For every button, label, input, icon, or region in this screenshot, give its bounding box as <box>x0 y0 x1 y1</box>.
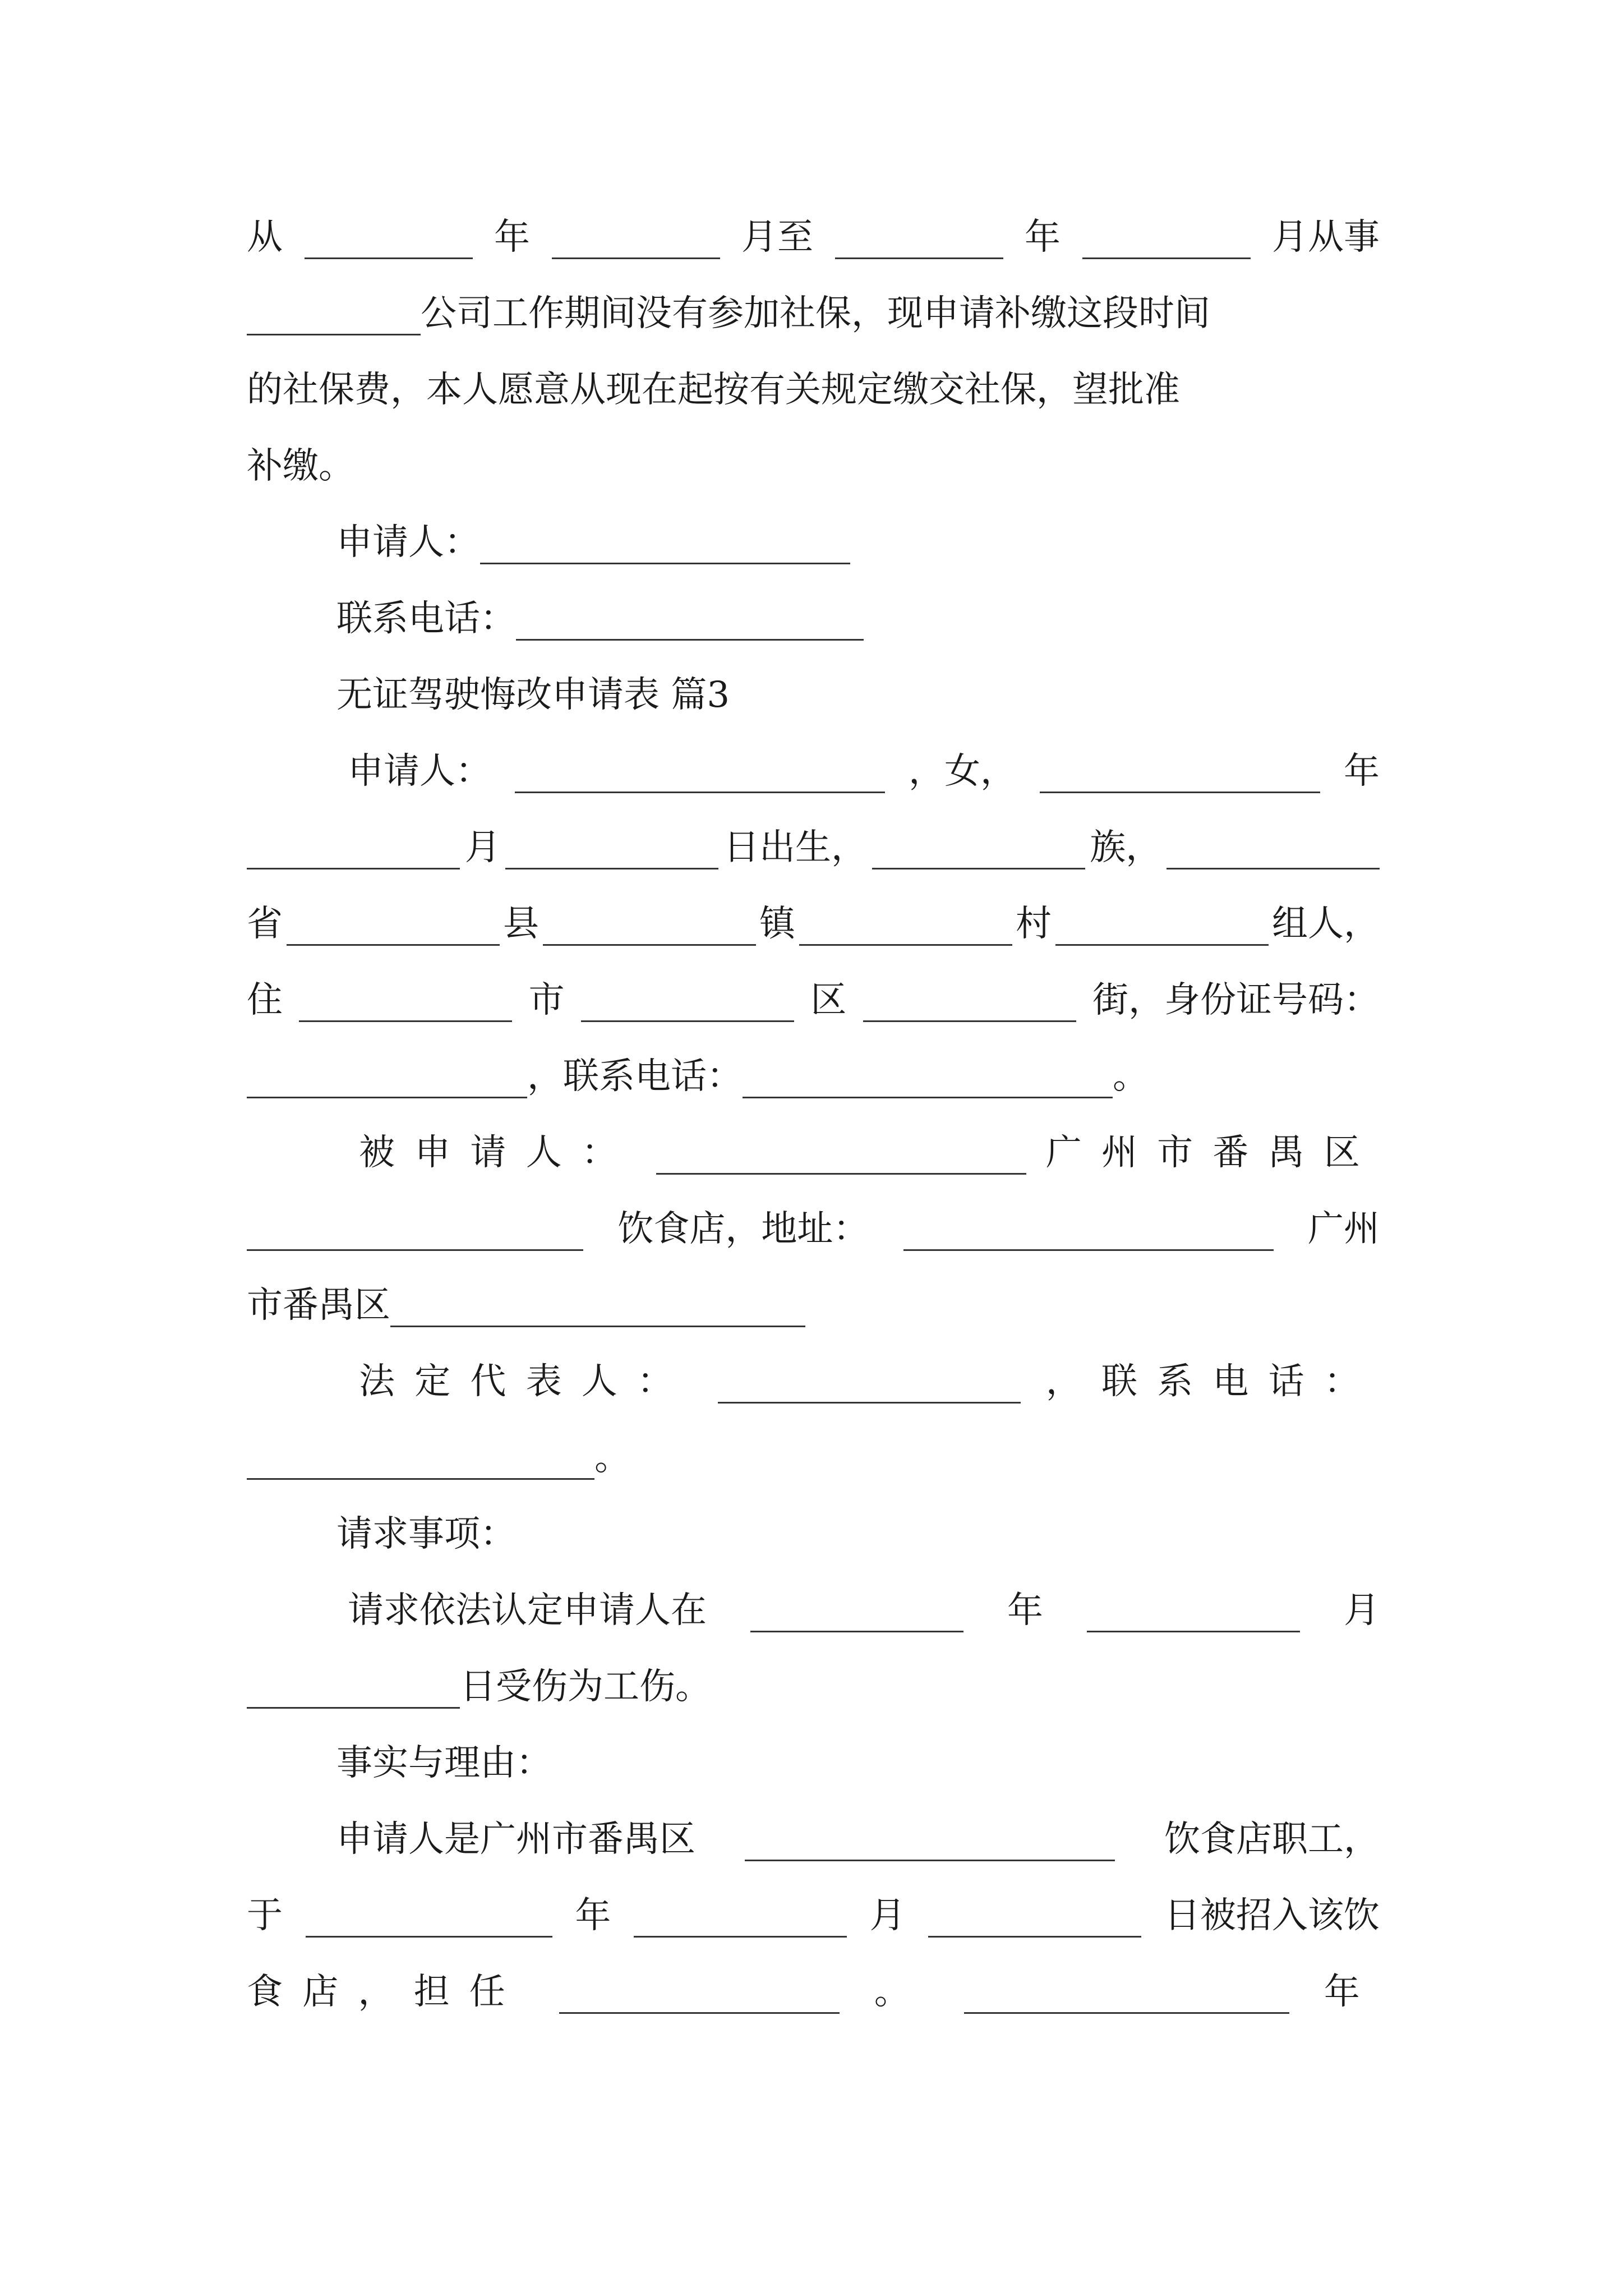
form-row-4 <box>247 977 1380 1039</box>
injury-month-input[interactable] <box>1087 1630 1300 1632</box>
request-heading-row <box>247 1511 1380 1573</box>
id-number-input[interactable] <box>247 1096 527 1098</box>
text-nian: 年 <box>575 1895 611 1936</box>
respondent-input[interactable] <box>656 1172 1026 1175</box>
text-yue: 月 <box>464 827 501 868</box>
group-input[interactable] <box>1055 944 1269 946</box>
form-row-10 <box>247 1435 1380 1497</box>
applicant-label: 申请人： <box>336 522 480 563</box>
blank-field[interactable] <box>1082 257 1251 259</box>
restaurant-input[interactable] <box>745 1859 1115 1861</box>
applicant-label: 申请人： <box>348 751 491 792</box>
para1-line1 <box>247 214 1380 276</box>
phone-input[interactable] <box>516 638 864 641</box>
text-staff: 饮食店职工， <box>1164 1819 1380 1860</box>
text-nian: 年 <box>1324 1971 1380 2013</box>
hire-month-input[interactable] <box>634 1935 847 1938</box>
applicant-row <box>247 519 1380 581</box>
text-nian: 年 <box>494 217 530 258</box>
text-guangzhou: 广州 <box>1307 1208 1380 1250</box>
text-phone: ，联系电话： <box>1045 1361 1380 1402</box>
text-position: 食店，担任 <box>247 1971 525 2013</box>
blank-field[interactable] <box>305 257 473 259</box>
text-address: 饮食店，地址： <box>617 1208 869 1250</box>
text-zhu: 住 <box>247 979 283 1021</box>
section-title: 无证驾驶悔改申请表 篇3 <box>336 674 730 716</box>
text-female: ，女， <box>909 751 1016 792</box>
text-period: 。 <box>874 1971 930 2013</box>
facts-heading-row <box>247 1740 1380 1802</box>
city-input[interactable] <box>299 1020 512 1022</box>
province-input[interactable] <box>1166 867 1380 869</box>
text-zu: 族， <box>1090 827 1162 868</box>
position-input[interactable] <box>559 2012 840 2014</box>
form-row-14 <box>247 1893 1380 1954</box>
form-row-12 <box>247 1664 1380 1726</box>
county-input[interactable] <box>287 944 500 946</box>
text-nian: 年 <box>1344 751 1380 792</box>
form-row-15 <box>247 1969 1380 2031</box>
request-heading: 请求事项： <box>336 1513 516 1555</box>
text-born: 日出生， <box>723 827 867 868</box>
blank-field[interactable] <box>835 257 1003 259</box>
village-input[interactable] <box>799 944 1012 946</box>
respondent-label: 被申请人： <box>359 1132 637 1174</box>
birth-year-input[interactable] <box>1040 791 1320 793</box>
text-company-period: 公司工作期间没有参加社保，现申请补缴这段时间 <box>421 293 1210 334</box>
text-social-insurance: 的社保费，本人愿意从现在起按有关规定缴交社保，望批准 <box>247 369 1180 411</box>
para1-line4 <box>247 443 1380 505</box>
phone-label: 联系电话： <box>336 598 516 639</box>
text-yue: 月 <box>869 1895 906 1936</box>
text-nian: 年 <box>1025 217 1061 258</box>
ethnicity-input[interactable] <box>872 867 1085 869</box>
blank-field[interactable] <box>247 333 421 335</box>
address-input[interactable] <box>903 1249 1274 1251</box>
text-id-number: 街，身份证号码： <box>1092 979 1380 1021</box>
text-nian: 年 <box>1007 1590 1043 1631</box>
blank-field[interactable] <box>552 257 720 259</box>
form-row-2 <box>247 825 1380 886</box>
injury-day-input[interactable] <box>247 1706 460 1709</box>
text-yuezhi: 月至 <box>741 217 813 258</box>
text-shi: 市 <box>528 979 565 1021</box>
form-row-3 <box>247 901 1380 963</box>
text-yue: 月 <box>1344 1590 1380 1631</box>
text-yu: 于 <box>247 1895 283 1936</box>
text-hired: 日被招入该饮 <box>1164 1895 1380 1936</box>
text-panyu: 广州市番禺区 <box>1045 1132 1380 1174</box>
text-panyu-district: 市番禺区 <box>247 1285 390 1326</box>
form-row-11 <box>247 1588 1380 1649</box>
text-xian: 县 <box>503 903 539 945</box>
text-request: 请求依法认定申请人在 <box>348 1590 707 1631</box>
text-injured: 日受伤为工伤。 <box>460 1666 711 1708</box>
form-row-13 <box>247 1816 1380 1878</box>
text-zhen: 镇 <box>759 903 795 945</box>
birth-day-input[interactable] <box>505 867 718 869</box>
hire-year-input[interactable] <box>306 1935 552 1938</box>
injury-year-input[interactable] <box>750 1630 963 1632</box>
legal-rep-label: 法定代表人： <box>359 1361 693 1402</box>
text-period: 。 <box>594 1437 630 1479</box>
text-bujiao: 补缴。 <box>247 445 354 487</box>
legal-rep-input[interactable] <box>718 1401 1021 1404</box>
address-detail-input[interactable] <box>390 1325 805 1327</box>
section-title-row <box>247 672 1380 734</box>
text-zuren: 组人， <box>1272 903 1380 945</box>
text-cong: 从 <box>247 217 283 258</box>
restaurant-name-input[interactable] <box>247 1249 583 1251</box>
para1-line3 <box>247 367 1380 429</box>
legal-rep-phone-input[interactable] <box>247 1478 594 1480</box>
birth-month-input[interactable] <box>247 867 460 869</box>
hire-day-input[interactable] <box>928 1935 1141 1938</box>
form-row-7 <box>247 1206 1380 1268</box>
text-cun: 村 <box>1016 903 1052 945</box>
town-input[interactable] <box>543 944 756 946</box>
applicant-input[interactable] <box>480 562 850 564</box>
text-employee: 申请人是广州市番禺区 <box>336 1819 695 1860</box>
district-input[interactable] <box>581 1020 794 1022</box>
form-row-6 <box>247 1130 1380 1191</box>
form-row-1 <box>247 748 1380 810</box>
phone-input[interactable] <box>743 1096 1113 1098</box>
text-sheng: 省 <box>247 903 283 945</box>
applicant-name-input[interactable] <box>515 791 885 793</box>
text-period: 。 <box>1113 1056 1149 1097</box>
form-row-8 <box>247 1282 1380 1344</box>
form-row-9 <box>247 1359 1380 1420</box>
para1-line2 <box>247 291 1380 352</box>
year-input[interactable] <box>964 2012 1289 2014</box>
text-qu: 区 <box>810 979 847 1021</box>
street-input[interactable] <box>863 1020 1076 1022</box>
phone-row <box>247 596 1380 657</box>
text-phone: ，联系电话： <box>527 1056 743 1097</box>
text-yuecongshi: 月从事 <box>1272 217 1380 258</box>
form-row-5 <box>247 1053 1380 1115</box>
facts-heading: 事实与理由： <box>336 1742 552 1784</box>
